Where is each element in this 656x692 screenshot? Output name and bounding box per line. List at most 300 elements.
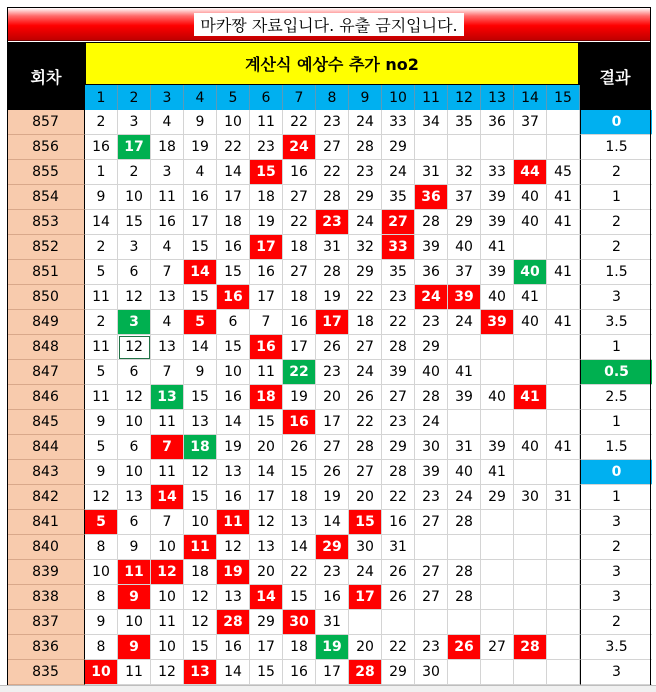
number-cell[interactable]	[547, 360, 580, 385]
number-cell[interactable]: 20	[250, 435, 283, 460]
number-cell[interactable]: 28	[349, 435, 382, 460]
number-cell[interactable]: 5	[85, 510, 118, 535]
number-cell[interactable]: 20	[316, 385, 349, 410]
number-cell[interactable]: 30	[283, 610, 316, 635]
number-cell[interactable]: 23	[250, 135, 283, 160]
number-cell[interactable]: 16	[217, 235, 250, 260]
number-cell[interactable]: 40	[415, 360, 448, 385]
number-cell[interactable]	[481, 660, 514, 685]
number-cell[interactable]: 23	[349, 160, 382, 185]
result-cell[interactable]: 3	[580, 585, 652, 610]
number-cell[interactable]: 10	[85, 560, 118, 585]
number-cell[interactable]: 13	[184, 410, 217, 435]
number-cell[interactable]: 22	[349, 410, 382, 435]
number-cell[interactable]: 28	[415, 210, 448, 235]
number-cell[interactable]	[514, 135, 547, 160]
number-cell[interactable]: 9	[85, 460, 118, 485]
number-cell[interactable]: 27	[415, 510, 448, 535]
round-cell[interactable]: 835	[7, 660, 85, 685]
number-cell[interactable]: 27	[316, 435, 349, 460]
number-cell[interactable]: 24	[349, 360, 382, 385]
number-cell[interactable]: 27	[316, 135, 349, 160]
number-cell[interactable]: 17	[283, 335, 316, 360]
number-cell[interactable]: 16	[184, 185, 217, 210]
number-cell[interactable]: 35	[382, 185, 415, 210]
number-cell[interactable]: 19	[217, 560, 250, 585]
result-cell[interactable]: 1	[580, 485, 652, 510]
number-cell[interactable]: 13	[217, 460, 250, 485]
number-cell[interactable]: 36	[481, 110, 514, 135]
round-cell[interactable]: 856	[7, 135, 85, 160]
number-cell[interactable]: 19	[316, 285, 349, 310]
number-cell[interactable]: 11	[151, 185, 184, 210]
column-number[interactable]: 10	[382, 85, 415, 110]
number-cell[interactable]: 12	[118, 335, 151, 360]
number-cell[interactable]: 29	[481, 485, 514, 510]
number-cell[interactable]: 4	[184, 160, 217, 185]
number-cell[interactable]: 12	[184, 460, 217, 485]
result-cell[interactable]: 1	[580, 335, 652, 360]
result-cell[interactable]: 2	[580, 610, 652, 635]
number-cell[interactable]: 10	[118, 460, 151, 485]
number-cell[interactable]	[547, 535, 580, 560]
round-cell[interactable]: 854	[7, 185, 85, 210]
result-cell[interactable]: 1	[580, 410, 652, 435]
number-cell[interactable]: 2	[85, 235, 118, 260]
number-cell[interactable]: 29	[382, 660, 415, 685]
number-cell[interactable]: 27	[283, 260, 316, 285]
number-cell[interactable]: 27	[382, 210, 415, 235]
number-cell[interactable]: 41	[481, 460, 514, 485]
number-cell[interactable]: 28	[217, 610, 250, 635]
number-cell[interactable]: 14	[250, 585, 283, 610]
number-cell[interactable]: 8	[85, 585, 118, 610]
number-cell[interactable]: 41	[547, 310, 580, 335]
number-cell[interactable]: 37	[448, 260, 481, 285]
result-cell[interactable]: 2.5	[580, 385, 652, 410]
result-cell[interactable]: 3	[580, 285, 652, 310]
number-cell[interactable]: 24	[448, 310, 481, 335]
number-cell[interactable]: 11	[151, 460, 184, 485]
number-cell[interactable]: 16	[250, 335, 283, 360]
column-number[interactable]: 14	[514, 85, 547, 110]
number-cell[interactable]: 15	[283, 460, 316, 485]
number-cell[interactable]: 15	[349, 510, 382, 535]
number-cell[interactable]: 29	[415, 335, 448, 360]
number-cell[interactable]	[547, 585, 580, 610]
number-cell[interactable]	[514, 335, 547, 360]
number-cell[interactable]: 13	[283, 510, 316, 535]
number-cell[interactable]: 13	[151, 335, 184, 360]
number-cell[interactable]: 24	[448, 485, 481, 510]
number-cell[interactable]: 27	[481, 635, 514, 660]
number-cell[interactable]: 3	[151, 160, 184, 185]
number-cell[interactable]: 11	[184, 535, 217, 560]
number-cell[interactable]: 18	[217, 210, 250, 235]
number-cell[interactable]: 5	[85, 260, 118, 285]
column-number[interactable]: 13	[481, 85, 514, 110]
number-cell[interactable]	[481, 585, 514, 610]
number-cell[interactable]: 15	[184, 485, 217, 510]
number-cell[interactable]: 13	[184, 660, 217, 685]
round-cell[interactable]: 853	[7, 210, 85, 235]
number-cell[interactable]: 45	[547, 160, 580, 185]
number-cell[interactable]: 36	[415, 260, 448, 285]
number-cell[interactable]: 31	[547, 485, 580, 510]
number-cell[interactable]: 19	[283, 385, 316, 410]
number-cell[interactable]	[481, 535, 514, 560]
number-cell[interactable]: 16	[151, 210, 184, 235]
number-cell[interactable]: 17	[217, 185, 250, 210]
number-cell[interactable]: 22	[382, 485, 415, 510]
number-cell[interactable]: 41	[547, 210, 580, 235]
number-cell[interactable]	[514, 235, 547, 260]
number-cell[interactable]: 27	[349, 335, 382, 360]
number-cell[interactable]: 8	[85, 635, 118, 660]
number-cell[interactable]: 17	[184, 210, 217, 235]
number-cell[interactable]: 16	[316, 585, 349, 610]
number-cell[interactable]: 16	[85, 135, 118, 160]
number-cell[interactable]: 14	[151, 485, 184, 510]
number-cell[interactable]	[448, 660, 481, 685]
number-cell[interactable]: 6	[118, 510, 151, 535]
number-cell[interactable]: 10	[184, 510, 217, 535]
number-cell[interactable]: 16	[217, 485, 250, 510]
number-cell[interactable]: 40	[448, 235, 481, 260]
round-cell[interactable]: 839	[7, 560, 85, 585]
number-cell[interactable]: 32	[349, 235, 382, 260]
number-cell[interactable]: 17	[316, 310, 349, 335]
number-cell[interactable]: 39	[481, 435, 514, 460]
number-cell[interactable]	[481, 510, 514, 535]
number-cell[interactable]	[547, 285, 580, 310]
number-cell[interactable]: 10	[151, 585, 184, 610]
number-cell[interactable]: 19	[316, 485, 349, 510]
number-cell[interactable]: 28	[514, 635, 547, 660]
number-cell[interactable]: 14	[283, 535, 316, 560]
number-cell[interactable]	[349, 610, 382, 635]
number-cell[interactable]: 29	[349, 260, 382, 285]
number-cell[interactable]: 9	[118, 535, 151, 560]
number-cell[interactable]: 28	[382, 460, 415, 485]
number-cell[interactable]: 19	[184, 135, 217, 160]
number-cell[interactable]: 14	[316, 510, 349, 535]
number-cell[interactable]: 7	[151, 435, 184, 460]
number-cell[interactable]: 17	[250, 235, 283, 260]
number-cell[interactable]	[514, 410, 547, 435]
number-cell[interactable]: 3	[118, 310, 151, 335]
result-cell[interactable]: 2	[580, 160, 652, 185]
number-cell[interactable]: 26	[382, 585, 415, 610]
number-cell[interactable]: 6	[118, 360, 151, 385]
number-cell[interactable]	[448, 135, 481, 160]
number-cell[interactable]: 13	[118, 485, 151, 510]
number-cell[interactable]: 12	[184, 610, 217, 635]
number-cell[interactable]: 24	[382, 160, 415, 185]
number-cell[interactable]: 26	[349, 385, 382, 410]
result-cell[interactable]: 0	[580, 110, 652, 135]
round-cell[interactable]: 840	[7, 535, 85, 560]
number-cell[interactable]	[547, 385, 580, 410]
number-cell[interactable]: 39	[481, 310, 514, 335]
number-cell[interactable]: 29	[250, 610, 283, 635]
number-cell[interactable]	[415, 535, 448, 560]
number-cell[interactable]: 40	[481, 385, 514, 410]
number-cell[interactable]	[448, 335, 481, 360]
number-cell[interactable]: 14	[250, 460, 283, 485]
number-cell[interactable]: 9	[184, 110, 217, 135]
number-cell[interactable]: 16	[217, 285, 250, 310]
number-cell[interactable]: 2	[118, 160, 151, 185]
number-cell[interactable]: 10	[118, 610, 151, 635]
column-number[interactable]: 5	[217, 85, 250, 110]
number-cell[interactable]: 15	[283, 585, 316, 610]
result-cell[interactable]: 3.5	[580, 635, 652, 660]
number-cell[interactable]: 41	[514, 385, 547, 410]
number-cell[interactable]: 11	[85, 335, 118, 360]
number-cell[interactable]: 31	[448, 435, 481, 460]
number-cell[interactable]: 5	[184, 310, 217, 335]
number-cell[interactable]: 15	[118, 210, 151, 235]
number-cell[interactable]: 15	[184, 235, 217, 260]
number-cell[interactable]: 23	[316, 560, 349, 585]
number-cell[interactable]: 28	[316, 260, 349, 285]
number-cell[interactable]: 19	[217, 435, 250, 460]
number-cell[interactable]: 8	[85, 535, 118, 560]
number-cell[interactable]: 9	[118, 585, 151, 610]
number-cell[interactable]: 18	[184, 560, 217, 585]
number-cell[interactable]: 40	[514, 435, 547, 460]
number-cell[interactable]	[547, 410, 580, 435]
number-cell[interactable]: 9	[85, 610, 118, 635]
round-cell[interactable]: 841	[7, 510, 85, 535]
number-cell[interactable]	[382, 610, 415, 635]
column-number[interactable]: 6	[250, 85, 283, 110]
number-cell[interactable]: 13	[151, 385, 184, 410]
number-cell[interactable]: 12	[118, 285, 151, 310]
round-cell[interactable]: 836	[7, 635, 85, 660]
number-cell[interactable]: 18	[349, 310, 382, 335]
number-cell[interactable]	[481, 360, 514, 385]
number-cell[interactable]: 18	[250, 185, 283, 210]
number-cell[interactable]: 22	[283, 360, 316, 385]
number-cell[interactable]: 39	[481, 185, 514, 210]
number-cell[interactable]: 14	[85, 210, 118, 235]
result-cell[interactable]: 3	[580, 660, 652, 685]
round-cell[interactable]: 837	[7, 610, 85, 635]
number-cell[interactable]: 2	[85, 310, 118, 335]
number-cell[interactable]: 27	[349, 460, 382, 485]
number-cell[interactable]: 20	[250, 560, 283, 585]
number-cell[interactable]: 24	[415, 285, 448, 310]
number-cell[interactable]: 16	[283, 160, 316, 185]
number-cell[interactable]: 22	[283, 210, 316, 235]
number-cell[interactable]: 26	[448, 635, 481, 660]
round-cell[interactable]: 848	[7, 335, 85, 360]
number-cell[interactable]: 15	[217, 335, 250, 360]
number-cell[interactable]: 6	[118, 435, 151, 460]
number-cell[interactable]: 40	[514, 185, 547, 210]
column-number[interactable]: 8	[316, 85, 349, 110]
number-cell[interactable]: 2	[85, 110, 118, 135]
number-cell[interactable]: 12	[118, 385, 151, 410]
number-cell[interactable]: 26	[283, 435, 316, 460]
number-cell[interactable]	[547, 135, 580, 160]
number-cell[interactable]: 23	[415, 310, 448, 335]
number-cell[interactable]: 24	[349, 560, 382, 585]
column-number[interactable]: 3	[151, 85, 184, 110]
number-cell[interactable]: 28	[448, 585, 481, 610]
number-cell[interactable]: 12	[85, 485, 118, 510]
number-cell[interactable]: 11	[151, 610, 184, 635]
number-cell[interactable]: 16	[250, 260, 283, 285]
column-number[interactable]: 12	[448, 85, 481, 110]
number-cell[interactable]: 18	[151, 135, 184, 160]
number-cell[interactable]: 10	[151, 535, 184, 560]
number-cell[interactable]: 23	[415, 635, 448, 660]
number-cell[interactable]: 41	[547, 185, 580, 210]
number-cell[interactable]: 22	[382, 310, 415, 335]
number-cell[interactable]	[547, 660, 580, 685]
number-cell[interactable]: 13	[250, 535, 283, 560]
column-number[interactable]: 11	[415, 85, 448, 110]
round-cell[interactable]: 844	[7, 435, 85, 460]
number-cell[interactable]: 10	[118, 185, 151, 210]
number-cell[interactable]	[514, 360, 547, 385]
number-cell[interactable]: 14	[217, 160, 250, 185]
number-cell[interactable]: 30	[415, 435, 448, 460]
number-cell[interactable]: 41	[481, 235, 514, 260]
number-cell[interactable]: 35	[448, 110, 481, 135]
round-cell[interactable]: 847	[7, 360, 85, 385]
round-cell[interactable]: 846	[7, 385, 85, 410]
number-cell[interactable]: 39	[415, 235, 448, 260]
number-cell[interactable]: 23	[316, 360, 349, 385]
number-cell[interactable]: 4	[151, 310, 184, 335]
number-cell[interactable]: 17	[250, 635, 283, 660]
number-cell[interactable]: 16	[283, 660, 316, 685]
number-cell[interactable]: 14	[184, 335, 217, 360]
number-cell[interactable]: 16	[283, 310, 316, 335]
number-cell[interactable]: 28	[349, 135, 382, 160]
number-cell[interactable]: 32	[448, 160, 481, 185]
number-cell[interactable]: 33	[481, 160, 514, 185]
number-cell[interactable]: 23	[382, 285, 415, 310]
result-cell[interactable]: 1.5	[580, 435, 652, 460]
number-cell[interactable]: 28	[415, 385, 448, 410]
result-cell[interactable]: 3	[580, 510, 652, 535]
number-cell[interactable]: 28	[349, 660, 382, 685]
number-cell[interactable]: 40	[514, 210, 547, 235]
number-cell[interactable]: 18	[283, 485, 316, 510]
number-cell[interactable]: 24	[349, 110, 382, 135]
column-number[interactable]: 1	[85, 85, 118, 110]
number-cell[interactable]: 41	[547, 260, 580, 285]
number-cell[interactable]	[514, 510, 547, 535]
round-cell[interactable]: 845	[7, 410, 85, 435]
number-cell[interactable]: 18	[184, 435, 217, 460]
number-cell[interactable]	[547, 635, 580, 660]
number-cell[interactable]: 35	[382, 260, 415, 285]
result-cell[interactable]: 0.5	[580, 360, 652, 385]
number-cell[interactable]: 22	[283, 560, 316, 585]
number-cell[interactable]: 10	[85, 660, 118, 685]
number-cell[interactable]: 26	[316, 335, 349, 360]
number-cell[interactable]: 1	[85, 160, 118, 185]
number-cell[interactable]: 10	[118, 410, 151, 435]
number-cell[interactable]: 12	[250, 510, 283, 535]
number-cell[interactable]: 24	[415, 410, 448, 435]
round-cell[interactable]: 842	[7, 485, 85, 510]
number-cell[interactable]: 6	[217, 310, 250, 335]
number-cell[interactable]: 39	[448, 385, 481, 410]
number-cell[interactable]: 27	[415, 585, 448, 610]
number-cell[interactable]: 23	[316, 210, 349, 235]
number-cell[interactable]: 29	[382, 435, 415, 460]
number-cell[interactable]: 28	[448, 510, 481, 535]
number-cell[interactable]: 28	[382, 335, 415, 360]
number-cell[interactable]: 39	[382, 360, 415, 385]
number-cell[interactable]	[481, 335, 514, 360]
number-cell[interactable]: 30	[514, 485, 547, 510]
round-cell[interactable]: 843	[7, 460, 85, 485]
number-cell[interactable]: 11	[217, 510, 250, 535]
number-cell[interactable]: 13	[217, 585, 250, 610]
number-cell[interactable]: 7	[151, 360, 184, 385]
number-cell[interactable]: 30	[415, 660, 448, 685]
result-cell[interactable]: 3.5	[580, 310, 652, 335]
number-cell[interactable]: 36	[415, 185, 448, 210]
result-cell[interactable]: 1	[580, 185, 652, 210]
number-cell[interactable]: 16	[283, 410, 316, 435]
number-cell[interactable]: 5	[85, 435, 118, 460]
number-cell[interactable]: 16	[382, 510, 415, 535]
number-cell[interactable]: 11	[250, 360, 283, 385]
number-cell[interactable]: 22	[316, 160, 349, 185]
number-cell[interactable]: 10	[217, 110, 250, 135]
number-cell[interactable]	[448, 410, 481, 435]
number-cell[interactable]	[448, 610, 481, 635]
number-cell[interactable]: 20	[349, 635, 382, 660]
number-cell[interactable]: 23	[415, 485, 448, 510]
number-cell[interactable]: 7	[151, 260, 184, 285]
number-cell[interactable]: 9	[85, 185, 118, 210]
number-cell[interactable]: 19	[316, 635, 349, 660]
round-cell[interactable]: 851	[7, 260, 85, 285]
number-cell[interactable]	[514, 610, 547, 635]
number-cell[interactable]: 15	[250, 660, 283, 685]
number-cell[interactable]: 16	[217, 385, 250, 410]
number-cell[interactable]	[547, 335, 580, 360]
number-cell[interactable]	[547, 560, 580, 585]
number-cell[interactable]: 41	[448, 360, 481, 385]
number-cell[interactable]: 17	[250, 485, 283, 510]
number-cell[interactable]: 17	[349, 585, 382, 610]
number-cell[interactable]	[481, 610, 514, 635]
number-cell[interactable]: 40	[514, 310, 547, 335]
number-cell[interactable]: 18	[250, 385, 283, 410]
result-cell[interactable]: 0	[580, 460, 652, 485]
round-cell[interactable]: 855	[7, 160, 85, 185]
number-cell[interactable]: 17	[316, 660, 349, 685]
number-cell[interactable]: 37	[514, 110, 547, 135]
number-cell[interactable]	[415, 135, 448, 160]
number-cell[interactable]: 28	[448, 560, 481, 585]
column-number[interactable]: 9	[349, 85, 382, 110]
number-cell[interactable]	[481, 410, 514, 435]
number-cell[interactable]: 11	[250, 110, 283, 135]
number-cell[interactable]: 3	[118, 110, 151, 135]
